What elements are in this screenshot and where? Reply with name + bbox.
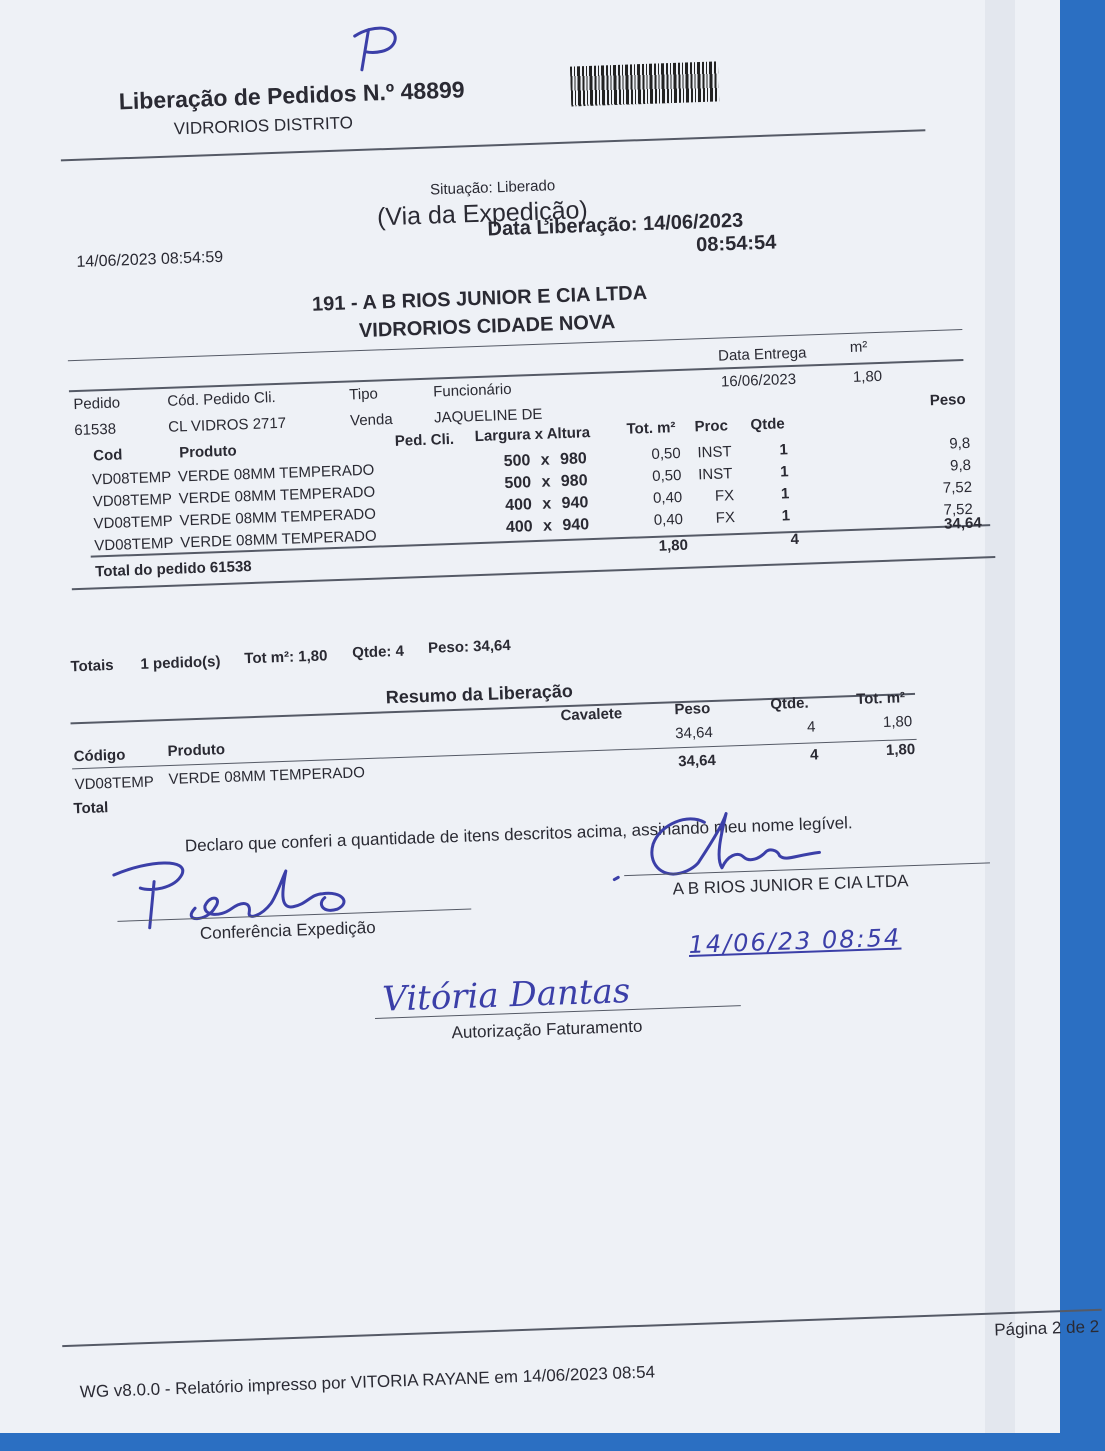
item-product: VERDE 08MM TEMPERADO — [180, 527, 377, 552]
totals-label: Totais — [70, 656, 114, 676]
item-code: VD08TEMP — [94, 534, 174, 555]
barcode — [570, 61, 719, 106]
pedido-label: Pedido — [73, 394, 121, 414]
item-qty: 1 — [780, 485, 790, 503]
summary-total-qty: 4 — [809, 746, 819, 764]
item-dimensions: 500 x 980 — [503, 450, 588, 471]
totals-weight: Peso: 34,64 — [427, 636, 511, 657]
summary-weight: 34,64 — [674, 723, 714, 743]
totals-qty: Qtde: 4 — [351, 642, 405, 662]
summary-qty: 4 — [806, 718, 816, 736]
produto-col-header: Produto — [178, 442, 237, 462]
summary-total-weight: 34,64 — [677, 751, 717, 771]
footer-printed-by: WG v8.0.0 - Relatório impresso por VITORIA RAYANE em 14/06/2023 08:54 — [79, 1362, 656, 1402]
item-weight: 7,52 — [942, 478, 973, 497]
order-m2: 1,80 — [852, 367, 883, 386]
item-code: VD08TEMP — [92, 490, 173, 511]
authorization-signature: Vitória Dantas — [381, 971, 631, 1020]
item-dimensions: 400 x 940 — [504, 494, 589, 515]
handwritten-date: 14/06/23 08:54 — [688, 923, 902, 959]
employee: JAQUELINE DE — [433, 405, 543, 427]
order-total-qty: 4 — [790, 530, 800, 549]
item-tot-m2: 0,50 — [651, 444, 681, 463]
order-total-label: Total do pedido 61538 — [94, 557, 252, 581]
release-time: 08:54:54 — [695, 231, 777, 257]
summary-code: VD08TEMP — [74, 773, 155, 794]
via-label: (Via da Expedição) — [376, 196, 589, 232]
client-signature-label: A B RIOS JUNIOR E CIA LTDA — [672, 871, 909, 899]
m2-label: m² — [849, 338, 868, 356]
item-qty: 1 — [781, 507, 791, 525]
item-proc: FX — [714, 487, 735, 505]
summary-qty-header: Qtde. — [769, 694, 809, 713]
order-number: 61538 — [74, 420, 117, 440]
totals-m2: Tot m²: 1,80 — [244, 647, 328, 668]
item-weight: 9,8 — [949, 456, 972, 475]
delivery-date: 16/06/2023 — [720, 370, 797, 391]
summary-product-header: Produto — [167, 741, 226, 761]
printed-timestamp: 14/06/2023 08:54:59 — [76, 248, 224, 271]
order-total-m2: 1,80 — [658, 536, 689, 555]
conferencia-label: Conferência Expedição — [199, 917, 376, 944]
item-product: VERDE 08MM TEMPERADO — [178, 483, 376, 508]
peso-label: Peso — [929, 390, 966, 410]
item-weight: 9,8 — [949, 434, 971, 453]
summary-weight-header: Peso — [674, 700, 711, 719]
item-proc: INST — [697, 465, 733, 484]
client-order-code-label: Cód. Pedido Cli. — [167, 389, 276, 410]
tipo-label: Tipo — [348, 385, 379, 404]
page-number: Página 2 de 2 — [993, 1316, 1100, 1340]
handwritten-mark — [346, 22, 408, 74]
item-tot-m2: 0,40 — [653, 510, 684, 529]
authorization-label: Autorização Faturamento — [451, 1016, 643, 1043]
summary-product: VERDE 08MM TEMPERADO — [168, 764, 366, 789]
item-qty: 1 — [779, 441, 789, 459]
item-code: VD08TEMP — [93, 512, 174, 533]
summary-code-header: Código — [73, 746, 126, 766]
summary-total-label: Total — [73, 799, 109, 818]
item-tot-m2: 0,50 — [651, 466, 682, 485]
qtde-col-header: Qtde — [750, 415, 785, 434]
report-title: Liberação de Pedidos N.º 48899 — [118, 76, 465, 115]
funcionario-label: Funcionário — [432, 380, 512, 401]
item-proc: FX — [715, 509, 736, 527]
client-store: VIDRORIOS CIDADE NOVA — [358, 311, 616, 343]
ped-cli-col-header: Ped. Cli. — [394, 430, 455, 450]
dimensions-col-header: Largura x Altura — [474, 424, 591, 446]
item-dimensions: 400 x 940 — [505, 516, 590, 537]
proc-col-header: Proc — [694, 417, 729, 436]
order-header-line — [69, 359, 964, 392]
footer-line — [62, 1309, 1101, 1347]
item-dimensions: 500 x 980 — [504, 472, 588, 493]
delivery-date-label: Data Entrega — [717, 344, 807, 365]
item-weight: 7,52 — [943, 500, 974, 519]
summary-m2-header: Tot. m² — [855, 689, 906, 708]
item-code: VD08TEMP — [91, 468, 172, 489]
status-text: Situação: Liberado — [429, 177, 556, 199]
cavalete-col-header: Cavalete — [560, 705, 623, 725]
summary-m2: 1,80 — [882, 713, 913, 732]
item-qty: 1 — [779, 463, 789, 481]
order-total-weight: 34,64 — [943, 514, 982, 533]
item-proc: INST — [697, 443, 732, 462]
order-type: Venda — [349, 410, 393, 430]
item-tot-m2: 0,40 — [652, 488, 683, 507]
item-product: VERDE 08MM TEMPERADO — [177, 461, 375, 486]
summary-title: Resumo da Liberação — [385, 680, 574, 708]
tot-m2-col-header: Tot. m² — [626, 419, 676, 438]
declaration-text: Declaro que conferi a quantidade de itens descritos acima, assinando meu nome legível. — [184, 813, 853, 856]
item-product: VERDE 08MM TEMPERADO — [179, 505, 377, 530]
summary-total-m2: 1,80 — [885, 740, 916, 759]
release-date: Data Liberação: 14/06/2023 — [487, 209, 744, 241]
cod-col-header: Cod — [92, 446, 123, 465]
totals-orders: 1 pedido(s) — [140, 653, 221, 673]
company-name: VIDRORIOS DISTRITO — [173, 113, 354, 139]
client-order-code: CL VIDROS 2717 — [167, 414, 287, 436]
client-name: 191 - A B RIOS JUNIOR E CIA LTDA — [311, 282, 648, 316]
